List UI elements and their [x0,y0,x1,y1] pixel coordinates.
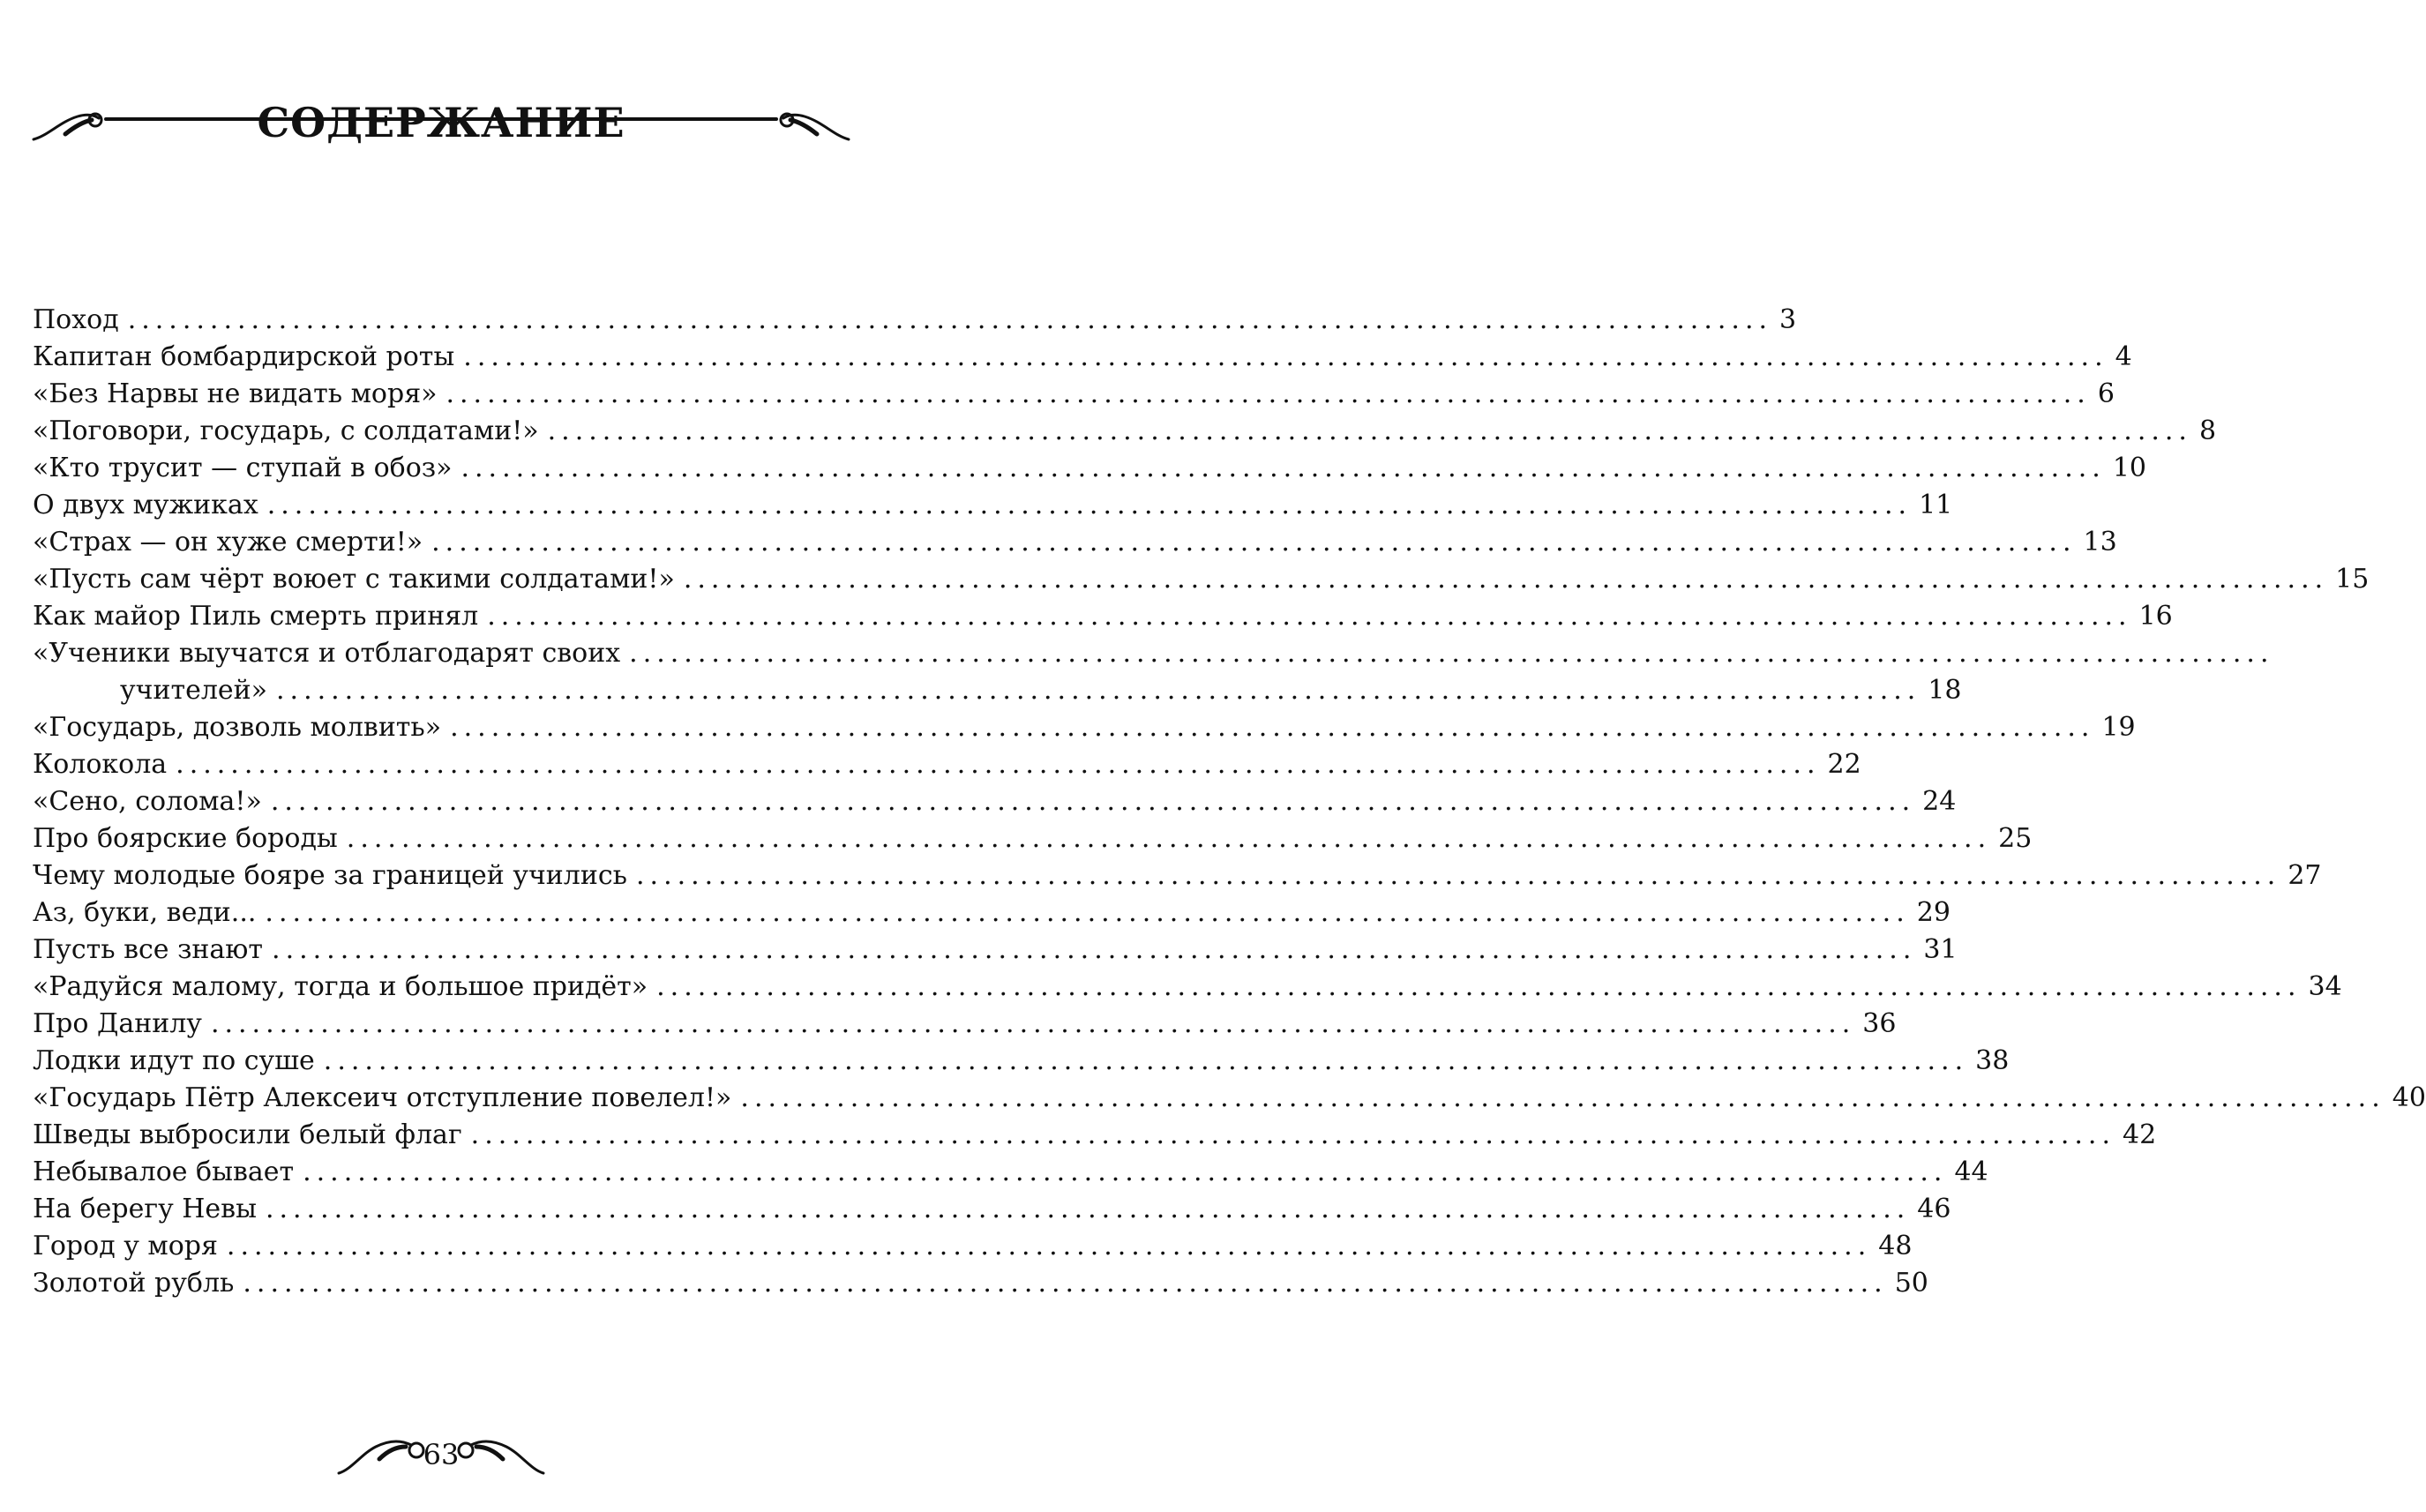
dot-leader: ........................................................................................................................ [470,1119,2116,1150]
dot-leader: ........................................................................................................................ [272,934,1917,965]
dot-leader: ........................................................................................................................ [176,749,1821,780]
toc-entry[interactable] [33,378,2115,415]
toc-entry-page: 48 [1878,1231,1913,1261]
toc-entry-title: Про боярские бороды [33,823,338,854]
toc-entry[interactable] [33,1194,1951,1231]
dot-leader: ........................................................................................................................ [487,601,2132,632]
toc-entry[interactable] [33,564,2370,601]
toc-entry-title: «Государь, дозволь молвить» [33,712,442,743]
toc-entry-page: 44 [1954,1156,1988,1187]
toc-entry-page: 13 [2083,527,2117,558]
toc-entry[interactable] [33,304,1797,341]
toc-entry-page: 29 [1916,897,1951,928]
toc-entry-page: 27 [2287,860,2322,891]
toc-entry-title: «Радуйся малому, тогда и большое придёт» [33,971,648,1002]
toc-entry-title: Аз, буки, веди... [33,897,257,928]
toc-entry-page: 3 [1779,304,1797,335]
toc-entry[interactable] [33,712,2136,749]
toc-entry-page: 31 [1923,934,1958,965]
dot-leader: ........................................................................................................................ [450,712,2095,743]
toc-entry-page: 22 [1827,749,1861,780]
toc-entry-title: «Страх — он хуже смерти!» [33,527,423,558]
right-flourish-icon [450,1429,547,1482]
dot-leader: ........................................................................................................................ [270,786,1916,817]
dot-leader: ........................................................................................................................ [431,527,2077,558]
dot-leader: ........................................................................................................................ [226,1231,1872,1261]
toc-entry[interactable] [33,786,1957,823]
page-number: 63 [423,1438,460,1471]
toc-entry-page: 25 [1998,823,2033,854]
toc-entry-title: Поход [33,304,119,335]
toc-entry[interactable] [33,638,2274,675]
toc-entry-title: Золотой рубль [33,1268,235,1299]
toc-entry[interactable] [33,971,2342,1008]
toc-entry[interactable] [33,1156,1988,1194]
dot-leader: ........................................................................................................................ [547,415,2192,446]
toc-entry-title: Чему молодые бояре за границей учились [33,860,627,891]
toc-entry-title: Как майор Пиль смерть принял [33,601,479,632]
toc-entry-title: Капитан бомбардирской роты [33,341,455,372]
toc-entry-title: Пусть все знают [33,934,264,965]
toc-entry[interactable] [33,934,1958,971]
dot-leader: ........................................................................................................................ [210,1008,1856,1039]
dot-leader: ........................................................................................................................ [740,1082,2385,1113]
toc-entry-title: Колокола [33,749,168,780]
toc-entry[interactable] [33,1008,1897,1045]
toc-entry-page: 18 [1928,675,1962,706]
dot-leader: ........................................................................................................................ [460,453,2106,483]
toc-entry[interactable] [33,749,1861,786]
toc-entry-page: 15 [2335,564,2370,595]
dot-leader: ........................................................................................................................ [243,1268,1888,1299]
toc-entry-page: 50 [1894,1268,1928,1299]
toc-entry[interactable] [33,527,2117,564]
toc-entry[interactable] [33,341,2132,378]
dot-leader: ........................................................................................................................ [683,564,2329,595]
toc-entry[interactable] [33,1045,2010,1082]
toc-entry-page: 42 [2123,1119,2157,1150]
dot-leader: ........................................................................................................................ [629,638,2274,669]
dot-leader: ........................................................................................................................ [127,304,1773,335]
dot-leader: ........................................................................................................................ [656,971,2302,1002]
dot-leader: ........................................................................................................................ [265,1194,1911,1224]
toc-entry-page: 24 [1922,786,1957,817]
dot-leader: ........................................................................................................................ [265,897,1910,928]
toc-entry-title: На берегу Невы [33,1194,257,1224]
toc-entry-title: Небывалое бывает [33,1156,295,1187]
toc-entry-title: «Сено, солома!» [33,786,262,817]
toc-entry-title: «Пусть сам чёрт воюет с такими солдатами!» [33,564,675,595]
toc-entry[interactable] [33,490,1953,527]
toc-entry-title: Шведы выбросили белый флаг [33,1119,462,1150]
toc-entry-title: О двух мужиках [33,490,258,520]
toc-entry[interactable] [33,1082,2426,1119]
dot-leader: ........................................................................................................................ [303,1156,1948,1187]
toc-entry[interactable] [33,1119,2157,1156]
toc-entry-page: 46 [1917,1194,1951,1224]
title-ornament-rule [30,109,852,171]
toc-entry-title: учителей» [120,675,267,706]
toc-entry-continuation[interactable] [120,675,1962,712]
toc-entry-page: 38 [1975,1045,2010,1076]
toc-entry[interactable] [33,453,2147,490]
page-title: СОДЕРЖАНИЕ [257,98,625,146]
toc-entry-title: «Поговори, государь, с солдатами!» [33,415,539,446]
dot-leader: ........................................................................................................................ [323,1045,1969,1076]
toc-entry[interactable] [33,1268,1928,1305]
dot-leader: ........................................................................................................................ [463,341,2108,372]
toc-entry-title: Город у моря [33,1231,218,1261]
toc-entry-page: 40 [2392,1082,2426,1113]
toc-entry-page: 6 [2097,378,2115,409]
toc-entry-page: 16 [2138,601,2173,632]
toc-entry-page: 11 [1919,490,1953,520]
dot-leader: ........................................................................................................................ [346,823,1992,854]
dot-leader: ........................................................................................................................ [446,378,2091,409]
toc-entry-title: «Государь Пётр Алексеич отступление повелел!» [33,1082,732,1113]
toc-entry[interactable] [33,823,2033,860]
toc-entry-page: 36 [1862,1008,1897,1039]
toc-entry-title: «Без Нарвы не видать моря» [33,378,438,409]
toc-entry-page: 19 [2101,712,2136,743]
toc-entry[interactable] [33,601,2173,638]
toc-entry[interactable] [33,897,1951,934]
toc-entry-title: «Ученики выучатся и отблагодарят своих [33,638,621,669]
toc-entry[interactable] [33,1231,1913,1268]
page-footer [0,1429,882,1491]
dot-leader: ........................................................................................................................ [266,490,1913,520]
toc-entry-page: 8 [2198,415,2217,446]
toc-entry-title: Лодки идут по суше [33,1045,315,1076]
toc-entry-title: «Кто трусит — ступай в обоз» [33,453,453,483]
toc-entry[interactable] [33,415,2217,453]
dot-leader: ........................................................................................................................ [276,675,1921,706]
toc-entry[interactable] [33,860,2322,897]
toc-entry-page: 10 [2112,453,2147,483]
toc-entry-page: 34 [2308,971,2342,1002]
toc-entry-title: Про Данилу [33,1008,202,1039]
dot-leader: ........................................................................................................................ [636,860,2281,891]
toc-entry-page: 4 [2115,341,2132,372]
